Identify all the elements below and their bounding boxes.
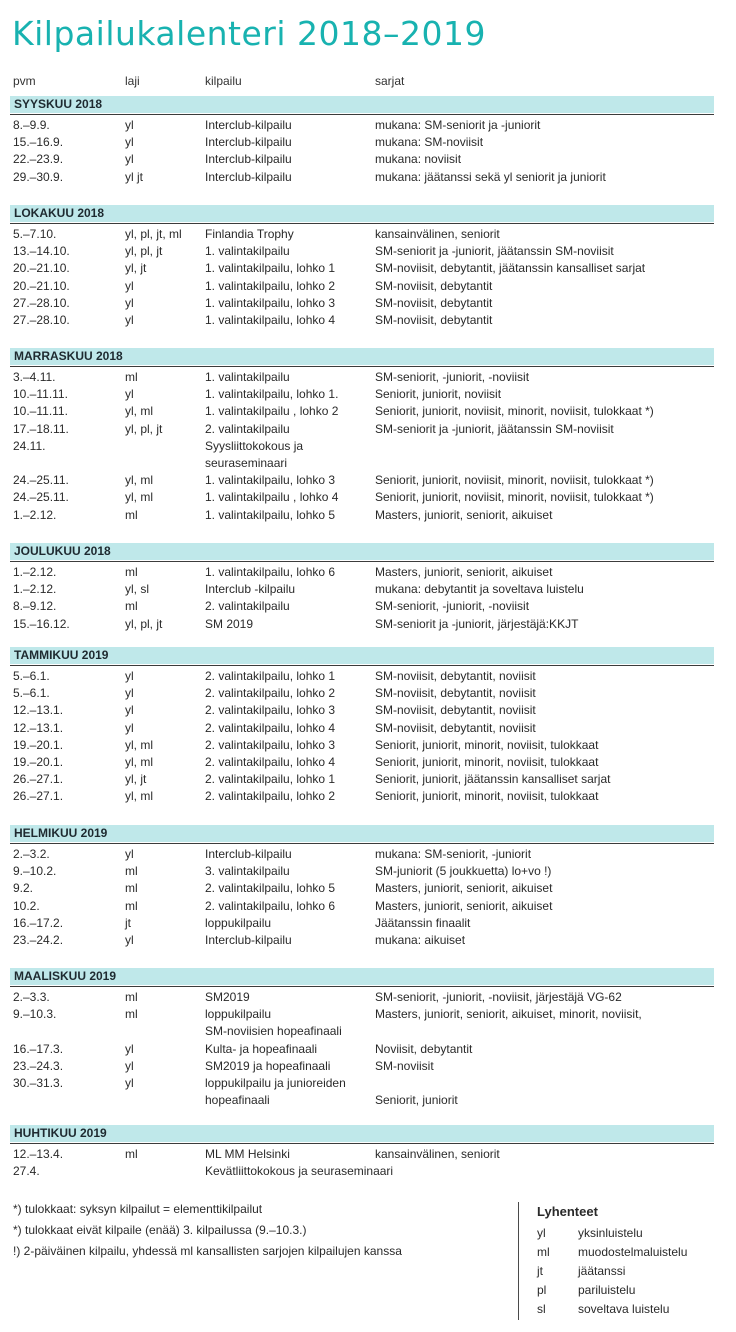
series-cell: mukana: SM-seniorit ja -juniorit: [375, 118, 541, 132]
month-label: MAALISKUU 2019: [14, 969, 117, 983]
table-row: [0, 1075, 736, 1092]
series-cell: SM-noviisit, debytantit, noviisit: [375, 720, 536, 735]
table-row: [0, 1058, 736, 1075]
series-cell: Seniorit, juniorit, noviisit, minorit, noviisit, tulokkaat *): [375, 490, 654, 505]
sport-cell: ml: [125, 1147, 138, 1161]
competition-cell: Syysliittokokous ja: [205, 438, 304, 453]
series-cell: SM-noviisit, debytantit, noviisit: [375, 686, 536, 701]
table-row: [0, 1041, 736, 1058]
sport-cell: yl: [125, 387, 134, 402]
series-cell: Masters, juniorit, seniorit, aikuiset, minorit, noviisit,: [375, 1007, 642, 1022]
sport-cell: yl, ml: [125, 473, 153, 488]
table-row: [0, 616, 736, 633]
sport-cell: ml: [125, 864, 138, 879]
competition-cell: ML MM Helsinki: [205, 1147, 290, 1161]
competition-cell: 1. valintakilpailu, lohko 6: [205, 565, 336, 579]
sport-cell: ml: [125, 599, 138, 614]
date-cell: 26.–27.1.: [13, 789, 64, 804]
table-row: [0, 668, 736, 685]
date-cell: 24.11.: [13, 438, 46, 453]
date-cell: 24.–25.11.: [13, 490, 69, 505]
series-cell: SM-noviisit, debytantit: [375, 295, 493, 310]
abbreviations-legend: [537, 1204, 688, 1321]
date-cell: 29.–30.9.: [13, 169, 64, 184]
competition-cell: loppukilpailu: [205, 1007, 272, 1022]
series-cell: SM-seniorit ja -juniorit, jäätanssin SM-noviisit: [375, 421, 614, 436]
sport-cell: yl: [125, 152, 134, 167]
competition-cell: SM 2019: [205, 616, 254, 631]
table-row: [0, 134, 736, 151]
date-cell: 9.–10.2.: [13, 864, 57, 879]
competition-cell: 2. valintakilpailu, lohko 3: [205, 737, 336, 752]
footnote: *) tulokkaat eivät kilpaile (enää) 3. kilpailussa (9.–10.3.): [13, 1223, 307, 1237]
series-cell: mukana: debytantit ja soveltava luistelu: [375, 582, 584, 597]
date-cell: 23.–24.2.: [13, 933, 64, 947]
table-row: [0, 151, 736, 168]
competition-cell: Interclub-kilpailu: [205, 135, 292, 150]
month-header: [10, 968, 714, 985]
series-cell: Masters, juniorit, seniorit, aikuiset: [375, 898, 553, 913]
competition-cell: 2. valintakilpailu: [205, 421, 290, 436]
abbreviation-row: [537, 1264, 626, 1283]
table-row: [0, 386, 736, 403]
table-row: [0, 564, 736, 581]
series-cell: SM-seniorit ja -juniorit, järjestäjä:KKJT: [375, 616, 579, 631]
date-cell: 16.–17.3.: [13, 1041, 64, 1056]
month-label: HUHTIKUU 2019: [14, 1126, 107, 1140]
date-cell: 15.–16.9.: [13, 135, 64, 150]
sport-cell: yl, ml: [125, 737, 153, 752]
sport-cell: yl: [125, 686, 134, 701]
sport-cell: ml: [125, 1007, 138, 1022]
table-row: [0, 915, 736, 932]
competition-cell: 1. valintakilpailu: [205, 370, 290, 384]
series-cell: SM-seniorit, -juniorit, -noviisit, järjestäjä VG-62: [375, 990, 622, 1004]
sport-cell: yl: [125, 1076, 134, 1090]
table-row: [0, 846, 736, 863]
series-cell: SM-seniorit, -juniorit, -noviisit: [375, 370, 530, 384]
month-label: SYYSKUU 2018: [14, 97, 103, 111]
table-row: [0, 117, 736, 134]
table-row: [0, 880, 736, 897]
sport-cell: yl, ml: [125, 789, 153, 804]
series-cell: Seniorit, juniorit, noviisit, minorit, noviisit, tulokkaat *): [375, 404, 654, 419]
date-cell: 23.–24.3.: [13, 1058, 64, 1073]
competition-cell: 2. valintakilpailu, lohko 6: [205, 898, 336, 913]
sport-cell: yl, ml: [125, 490, 153, 505]
sport-cell: yl: [125, 703, 134, 718]
competition-cell: SM2019: [205, 990, 250, 1004]
series-cell: mukana: SM-noviisit: [375, 135, 484, 150]
date-cell: 2.–3.2.: [13, 847, 50, 861]
series-cell: SM-seniorit, -juniorit, -noviisit: [375, 599, 530, 614]
abbreviation-key: sl: [537, 1302, 546, 1316]
abbreviation-value: pariluistelu: [578, 1283, 636, 1297]
competition-cell: 1. valintakilpailu, lohko 3: [205, 295, 336, 310]
abbreviation-key: ml: [537, 1245, 550, 1259]
sport-cell: yl: [125, 720, 134, 735]
sport-cell: ml: [125, 565, 138, 579]
date-cell: 22.–23.9.: [13, 152, 64, 167]
series-cell: mukana: noviisit: [375, 152, 462, 167]
table-row: [0, 455, 736, 472]
table-row: [0, 312, 736, 329]
date-cell: 2.–3.3.: [13, 990, 50, 1004]
month-header: [10, 96, 714, 113]
competition-cell: Finlandia Trophy: [205, 227, 294, 241]
sport-cell: yl: [125, 933, 134, 947]
month-label: JOULUKUU 2018: [14, 544, 111, 558]
month-header: [10, 647, 714, 664]
series-cell: mukana: aikuiset: [375, 933, 466, 947]
date-cell: 20.–21.10.: [13, 261, 70, 276]
column-header-kilpailu: kilpailu: [205, 74, 242, 88]
abbreviation-value: soveltava luistelu: [578, 1302, 670, 1316]
competition-cell: 2. valintakilpailu, lohko 1: [205, 772, 336, 787]
date-cell: 8.–9.12.: [13, 599, 57, 614]
competition-cell: Interclub -kilpailu: [205, 582, 296, 597]
sport-cell: yl, ml: [125, 404, 153, 419]
table-row: [0, 702, 736, 719]
series-cell: Seniorit, juniorit, jäätanssin kansalliset sarjat: [375, 772, 611, 787]
sport-cell: jt: [125, 915, 131, 930]
table-row: [0, 421, 736, 438]
competition-cell: Interclub-kilpailu: [205, 933, 292, 947]
series-cell: Seniorit, juniorit, minorit, noviisit, tulokkaat: [375, 755, 599, 769]
table-row: [0, 737, 736, 754]
abbreviation-row: [537, 1283, 636, 1302]
competition-cell: 2. valintakilpailu, lohko 2: [205, 686, 336, 701]
series-cell: Masters, juniorit, seniorit, aikuiset: [375, 507, 553, 522]
competition-cell: 1. valintakilpailu, lohko 1.: [205, 387, 339, 402]
date-cell: 26.–27.1.: [13, 772, 64, 787]
series-cell: Masters, juniorit, seniorit, aikuiset: [375, 565, 553, 579]
sport-cell: yl: [125, 135, 134, 150]
competition-cell: Interclub-kilpailu: [205, 169, 292, 184]
series-cell: Seniorit, juniorit, noviisit, minorit, noviisit, tulokkaat *): [375, 473, 654, 488]
table-row: [0, 788, 736, 805]
series-cell: Noviisit, debytantit: [375, 1041, 473, 1056]
series-cell: Seniorit, juniorit, minorit, noviisit, tulokkaat: [375, 737, 599, 752]
date-cell: 20.–21.10.: [13, 278, 70, 293]
sport-cell: ml: [125, 507, 138, 522]
abbreviation-value: jäätanssi: [578, 1264, 626, 1278]
abbreviation-row: [537, 1245, 688, 1264]
month-rule: [10, 1143, 714, 1144]
abbreviation-value: yksinluistelu: [578, 1226, 643, 1240]
series-cell: Seniorit, juniorit, noviisit: [375, 387, 502, 402]
table-row: [0, 581, 736, 598]
sport-cell: ml: [125, 881, 138, 896]
table-row: [0, 1146, 736, 1163]
date-cell: 5.–6.1.: [13, 686, 50, 701]
table-row: [0, 863, 736, 880]
competition-cell: 1. valintakilpailu: [205, 244, 290, 259]
series-cell: SM-noviisit, debytantit: [375, 278, 493, 293]
series-cell: SM-noviisit, debytantit, noviisit: [375, 669, 536, 683]
table-row: [0, 243, 736, 260]
month-rule: [10, 223, 714, 224]
month-header: [10, 205, 714, 222]
table-row: [0, 472, 736, 489]
series-cell: Seniorit, juniorit, minorit, noviisit, tulokkaat: [375, 789, 599, 804]
table-row: [0, 598, 736, 615]
table-row: [0, 169, 736, 186]
sport-cell: yl: [125, 847, 134, 861]
table-row: [0, 754, 736, 771]
month-header: [10, 825, 714, 842]
date-cell: 15.–16.12.: [13, 616, 70, 631]
sport-cell: ml: [125, 898, 138, 913]
competition-cell: Kevätliittokokous ja seuraseminaari: [205, 1164, 394, 1179]
table-row: [0, 1023, 736, 1040]
date-cell: 9.2.: [13, 881, 34, 896]
series-cell: SM-noviisit, debytantit, noviisit: [375, 703, 536, 718]
series-cell: kansainvälinen, seniorit: [375, 1147, 500, 1161]
table-row: [0, 438, 736, 455]
date-cell: 3.–4.11.: [13, 370, 56, 384]
competition-cell: 2. valintakilpailu, lohko 4: [205, 755, 336, 769]
competition-cell: seuraseminaari: [205, 456, 288, 470]
competition-cell: 1. valintakilpailu, lohko 1: [205, 261, 336, 276]
date-cell: 19.–20.1.: [13, 755, 64, 769]
date-cell: 10.2.: [13, 898, 40, 913]
competition-cell: Interclub-kilpailu: [205, 847, 292, 861]
sport-cell: yl, jt: [125, 772, 147, 787]
competition-cell: 1. valintakilpailu, lohko 2: [205, 278, 336, 293]
series-cell: mukana: jäätanssi sekä yl seniorit ja juniorit: [375, 169, 606, 184]
month-label: HELMIKUU 2019: [14, 826, 108, 840]
date-cell: 27.–28.10.: [13, 313, 70, 327]
date-cell: 12.–13.1.: [13, 720, 64, 735]
date-cell: 1.–2.12.: [13, 507, 57, 522]
sport-cell: yl, pl, jt: [125, 616, 163, 631]
date-cell: 30.–31.3.: [13, 1076, 64, 1090]
competition-cell: 1. valintakilpailu, lohko 3: [205, 473, 336, 488]
table-row: [0, 720, 736, 737]
sport-cell: yl, jt: [125, 261, 147, 276]
competition-cell: 1. valintakilpailu, lohko 5: [205, 507, 336, 522]
sport-cell: yl, ml: [125, 755, 153, 769]
column-header-row: [0, 74, 736, 90]
table-row: [0, 489, 736, 506]
competition-cell: 2. valintakilpailu, lohko 1: [205, 669, 336, 683]
table-row: [0, 403, 736, 420]
sport-cell: yl: [125, 1058, 134, 1073]
date-cell: 27.4.: [13, 1164, 40, 1179]
series-cell: Jäätanssin finaalit: [375, 915, 471, 930]
month-rule: [10, 986, 714, 987]
series-cell: kansainvälinen, seniorit: [375, 227, 500, 241]
abbreviation-key: pl: [537, 1283, 547, 1297]
abbreviation-key: jt: [537, 1264, 543, 1278]
date-cell: 9.–10.3.: [13, 1007, 57, 1022]
month-label: TAMMIKUU 2019: [14, 648, 109, 662]
table-row: [0, 771, 736, 788]
sport-cell: yl, sl: [125, 582, 149, 597]
table-row: [0, 1163, 736, 1180]
table-row: [0, 507, 736, 524]
month-rule: [10, 665, 714, 666]
competition-cell: 2. valintakilpailu, lohko 3: [205, 703, 336, 718]
date-cell: 13.–14.10.: [13, 244, 70, 259]
competition-cell: loppukilpailu: [205, 915, 272, 930]
competition-cell: 2. valintakilpailu: [205, 599, 290, 614]
competition-cell: 3. valintakilpailu: [205, 864, 290, 879]
competition-cell: SM-noviisien hopeafinaali: [205, 1024, 342, 1039]
table-row: [0, 260, 736, 277]
date-cell: 1.–2.12.: [13, 582, 57, 597]
sport-cell: yl: [125, 313, 134, 327]
sport-cell: ml: [125, 990, 138, 1004]
sport-cell: yl: [125, 278, 134, 293]
date-cell: 19.–20.1.: [13, 737, 64, 752]
date-cell: 12.–13.1.: [13, 703, 64, 718]
abbreviation-key: yl: [537, 1226, 546, 1240]
date-cell: 17.–18.11.: [13, 421, 69, 436]
date-cell: 1.–2.12.: [13, 565, 57, 579]
series-cell: SM-seniorit ja -juniorit, jäätanssin SM-noviisit: [375, 244, 614, 259]
date-cell: 12.–13.4.: [13, 1147, 64, 1161]
sport-cell: yl jt: [125, 169, 143, 184]
month-label: LOKAKUU 2018: [14, 206, 105, 220]
competition-cell: 2. valintakilpailu, lohko 5: [205, 881, 336, 896]
date-cell: 16.–17.2.: [13, 915, 64, 930]
competition-cell: 1. valintakilpailu , lohko 2: [205, 404, 339, 419]
series-cell: Masters, juniorit, seniorit, aikuiset: [375, 881, 553, 896]
table-row: [0, 989, 736, 1006]
abbreviations-title: Lyhenteet: [537, 1204, 598, 1219]
date-cell: 5.–6.1.: [13, 669, 50, 683]
competition-cell: loppukilpailu ja junioreiden: [205, 1076, 346, 1090]
table-row: [0, 369, 736, 386]
series-cell: SM-noviisit, debytantit, jäätanssin kansalliset sarjat: [375, 261, 646, 276]
footnote: *) tulokkaat: syksyn kilpailut = elementtikilpailut: [13, 1202, 263, 1216]
series-cell: Seniorit, juniorit: [375, 1093, 458, 1108]
date-cell: 24.–25.11.: [13, 473, 69, 488]
month-header: [10, 348, 714, 365]
month-rule: [10, 561, 714, 562]
competition-cell: 2. valintakilpailu, lohko 2: [205, 789, 336, 804]
table-row: [0, 685, 736, 702]
series-cell: mukana: SM-seniorit, -juniorit: [375, 847, 532, 861]
sport-cell: ml: [125, 370, 138, 384]
competition-cell: 2. valintakilpailu, lohko 4: [205, 720, 336, 735]
footnote: !) 2-päiväinen kilpailu, yhdessä ml kansallisten sarjojen kilpailujen kanssa: [13, 1244, 402, 1258]
divider: [518, 1202, 519, 1320]
abbreviation-row: [537, 1226, 643, 1245]
table-row: [0, 1092, 736, 1109]
month-header: [10, 1125, 714, 1142]
sport-cell: yl, pl, jt: [125, 244, 163, 259]
footnotes: [13, 1202, 402, 1265]
table-row: [0, 898, 736, 915]
competition-cell: Interclub-kilpailu: [205, 118, 292, 132]
competition-cell: hopeafinaali: [205, 1093, 270, 1108]
month-rule: [10, 366, 714, 367]
month-header: [10, 543, 714, 560]
table-row: [0, 932, 736, 949]
competition-cell: 1. valintakilpailu, lohko 4: [205, 313, 336, 327]
month-rule: [10, 114, 714, 115]
date-cell: 5.–7.10.: [13, 227, 57, 241]
month-label: MARRASKUU 2018: [14, 349, 123, 363]
date-cell: 10.–11.11.: [13, 404, 68, 419]
series-cell: SM-noviisit: [375, 1058, 434, 1073]
column-header-pvm: pvm: [13, 74, 36, 88]
column-header-laji: laji: [125, 74, 140, 88]
series-cell: SM-noviisit, debytantit: [375, 313, 493, 327]
table-row: [0, 278, 736, 295]
competition-cell: Kulta- ja hopeafinaali: [205, 1041, 318, 1056]
competition-cell: 1. valintakilpailu , lohko 4: [205, 490, 339, 505]
sport-cell: yl: [125, 1041, 134, 1056]
competition-cell: Interclub-kilpailu: [205, 152, 292, 167]
sport-cell: yl: [125, 295, 134, 310]
page-title: Kilpailukalenteri 2018–2019: [12, 14, 486, 53]
sport-cell: yl: [125, 669, 134, 683]
table-row: [0, 295, 736, 312]
date-cell: 10.–11.11.: [13, 387, 68, 402]
date-cell: 8.–9.9.: [13, 118, 50, 132]
sport-cell: yl: [125, 118, 134, 132]
date-cell: 27.–28.10.: [13, 295, 70, 310]
abbreviation-value: muodostelmaluistelu: [578, 1245, 688, 1259]
table-row: [0, 1006, 736, 1023]
column-header-sarjat: sarjat: [375, 74, 405, 88]
sport-cell: yl, pl, jt, ml: [125, 227, 182, 241]
table-row: [0, 226, 736, 243]
month-rule: [10, 843, 714, 844]
competition-cell: SM2019 ja hopeafinaali: [205, 1058, 331, 1073]
sport-cell: yl, pl, jt: [125, 421, 163, 436]
series-cell: SM-juniorit (5 joukkuetta) lo+vo !): [375, 864, 552, 879]
abbreviation-row: [537, 1302, 670, 1321]
